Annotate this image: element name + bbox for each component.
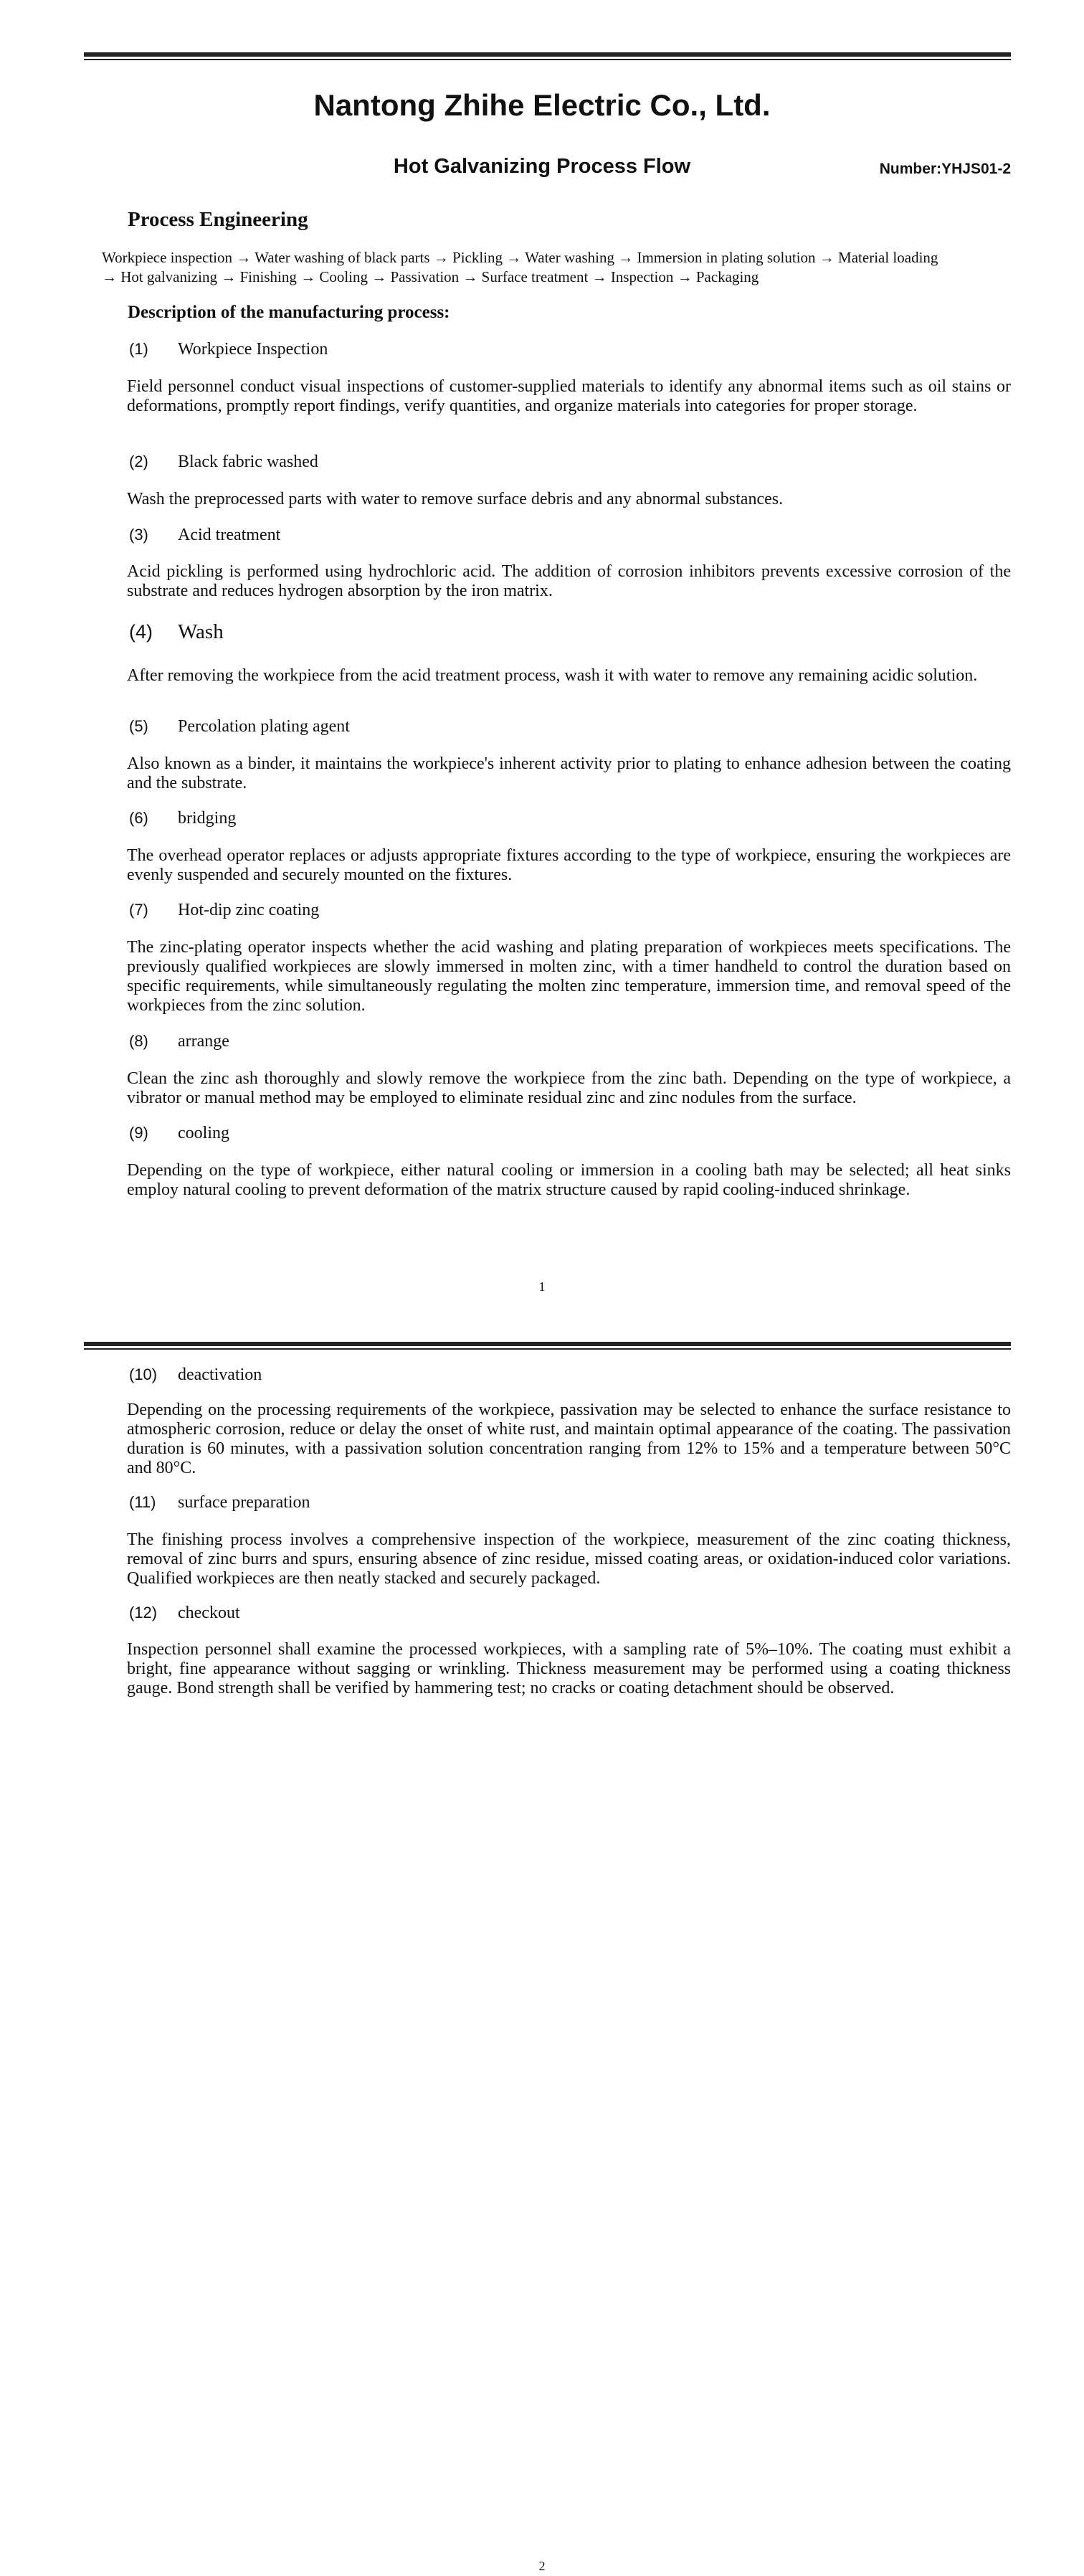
header-rule [84,52,1011,60]
process-flow-line: → Hot galvanizing → Finishing → Cooling → Passivation → Surface treatment → Inspection → Packaging [102,268,759,285]
step-heading [129,901,319,920]
step-description: Depending on the processing requirements of the workpiece, passivation may be selected to enhance the surface resistance to atmospheric corrosion, reduce or delay the onset of white rust, and maintain optimal appearance of the coating. The passivation duration is 60 minutes, with a passivation solution concentration ranging from 12% to 15% and a temperature between 50°C and 80°C. [127,1401,1011,1477]
step-number: (8) [129,1032,148,1050]
step-title: deactivation [178,1365,262,1384]
step-title: arrange [178,1032,229,1051]
document-number: Number:YHJS01-2 [879,161,1011,177]
step-number: (10) [129,1365,158,1383]
step-description: Acid pickling is performed using hydrochloric acid. The addition of corrosion inhibitors prevents excessive corrosion of the substrate and reduces hydrogen absorption by the iron matrix. [127,562,1011,600]
process-flow [102,248,1011,287]
step-number: (4) [129,621,153,643]
step-heading [129,1124,229,1143]
step-heading [129,340,328,359]
step-title: surface preparation [178,1493,310,1512]
step-description: The zinc-plating operator inspects whether the acid washing and plating preparation of workpieces meets specifications. The previously qualified workpieces are slowly immersed in molten zinc, with a timer handheld to control the duration based on specific requirements, while simultaneously regulating the molten zinc temperature, immersion time, and removal speed of the workpieces from the zinc solution. [127,938,1011,1015]
step-title: checkout [178,1604,240,1622]
step-heading [129,1365,262,1385]
page-number: 1 [538,1279,546,1294]
company-name: Nantong Zhihe Electric Co., Ltd. [313,88,771,122]
step-description: After removing the workpiece from the acid treatment process, wash it with water to remove any remaining acidic solution. [127,666,978,685]
step-number: (2) [129,453,148,470]
step-heading [129,453,318,472]
step-title: Wash [178,620,224,643]
step-heading [129,1032,229,1051]
header-rule [84,1342,1011,1350]
step-heading [129,809,236,828]
step-number: (6) [129,809,148,827]
step-description: Clean the zinc ash thoroughly and slowly remove the workpiece from the zinc bath. Depending on the type of workpiece, a vibrator or manual method may be employed to eliminate residual zinc and zinc nodules from the surface. [127,1069,1011,1107]
description-title: Description of the manufacturing process: [128,303,450,322]
step-description: Wash the preprocessed parts with water to remove surface debris and any abnormal substances. [127,490,784,508]
step-description: Depending on the type of workpiece, either natural cooling or immersion in a cooling bath may be selected; all heat sinks employ natural cooling to prevent deformation of the matrix structure caused by rapid cooling-induced shrinkage. [127,1161,1011,1199]
step-number: (5) [129,717,148,735]
step-title: Hot-dip zinc coating [178,901,320,919]
step-heading [129,1604,240,1623]
step-number: (12) [129,1604,158,1621]
step-description: Inspection personnel shall examine the processed workpieces, with a sampling rate of 5%–10%. The coating must exhibit a bright, fine appearance without sagging or wrinkling. Thickness measurement may be performed using a coating thickness gauge. Bond strength shall be verified by hammering test; no cracks or coating detachment should be observed. [127,1640,1011,1697]
step-number: (3) [129,526,148,544]
step-number: (1) [129,340,148,358]
step-title: Black fabric washed [178,453,318,471]
step-number: (11) [129,1493,156,1511]
step-heading [129,620,224,644]
step-title: Workpiece Inspection [178,340,328,359]
step-heading [129,526,280,545]
document-page-2 [0,1288,1084,2576]
step-description: Field personnel conduct visual inspections of customer-supplied materials to identify any abnormal items such as oil stains or deformations, promptly report findings, verify quantities, and organize materials into categories for proper storage. [127,377,1011,415]
step-title: cooling [178,1124,229,1142]
page-number: 2 [538,2559,546,2573]
step-description: Also known as a binder, it maintains the workpiece's inherent activity prior to plating to enhance adhesion between the coating and the substrate. [127,754,1011,792]
step-title: Acid treatment [178,526,281,544]
step-heading [129,1493,310,1512]
step-description: The overhead operator replaces or adjusts appropriate fixtures according to the type of workpiece, ensuring the workpieces are evenly suspended and securely mounted on the fixtures. [127,846,1011,884]
document-title: Hot Galvanizing Process Flow [393,155,691,178]
step-description: The finishing process involves a comprehensive inspection of the workpiece, measurement of the zinc coating thickness, removal of zinc burrs and spurs, ensuring absence of zinc residue, missed coating areas, or oxidation-induced color variations. Qualified workpieces are then neatly stacked and securely packaged. [127,1530,1011,1588]
step-title: bridging [178,809,237,828]
step-number: (9) [129,1124,148,1142]
step-title: Percolation plating agent [178,717,350,736]
section-title: Process Engineering [128,208,308,231]
process-flow-line: Workpiece inspection → Water washing of black parts → Pickling → Water washing → Immersion in plating solution → Material loading [102,249,938,266]
step-heading [129,717,350,737]
step-number: (7) [129,901,148,919]
